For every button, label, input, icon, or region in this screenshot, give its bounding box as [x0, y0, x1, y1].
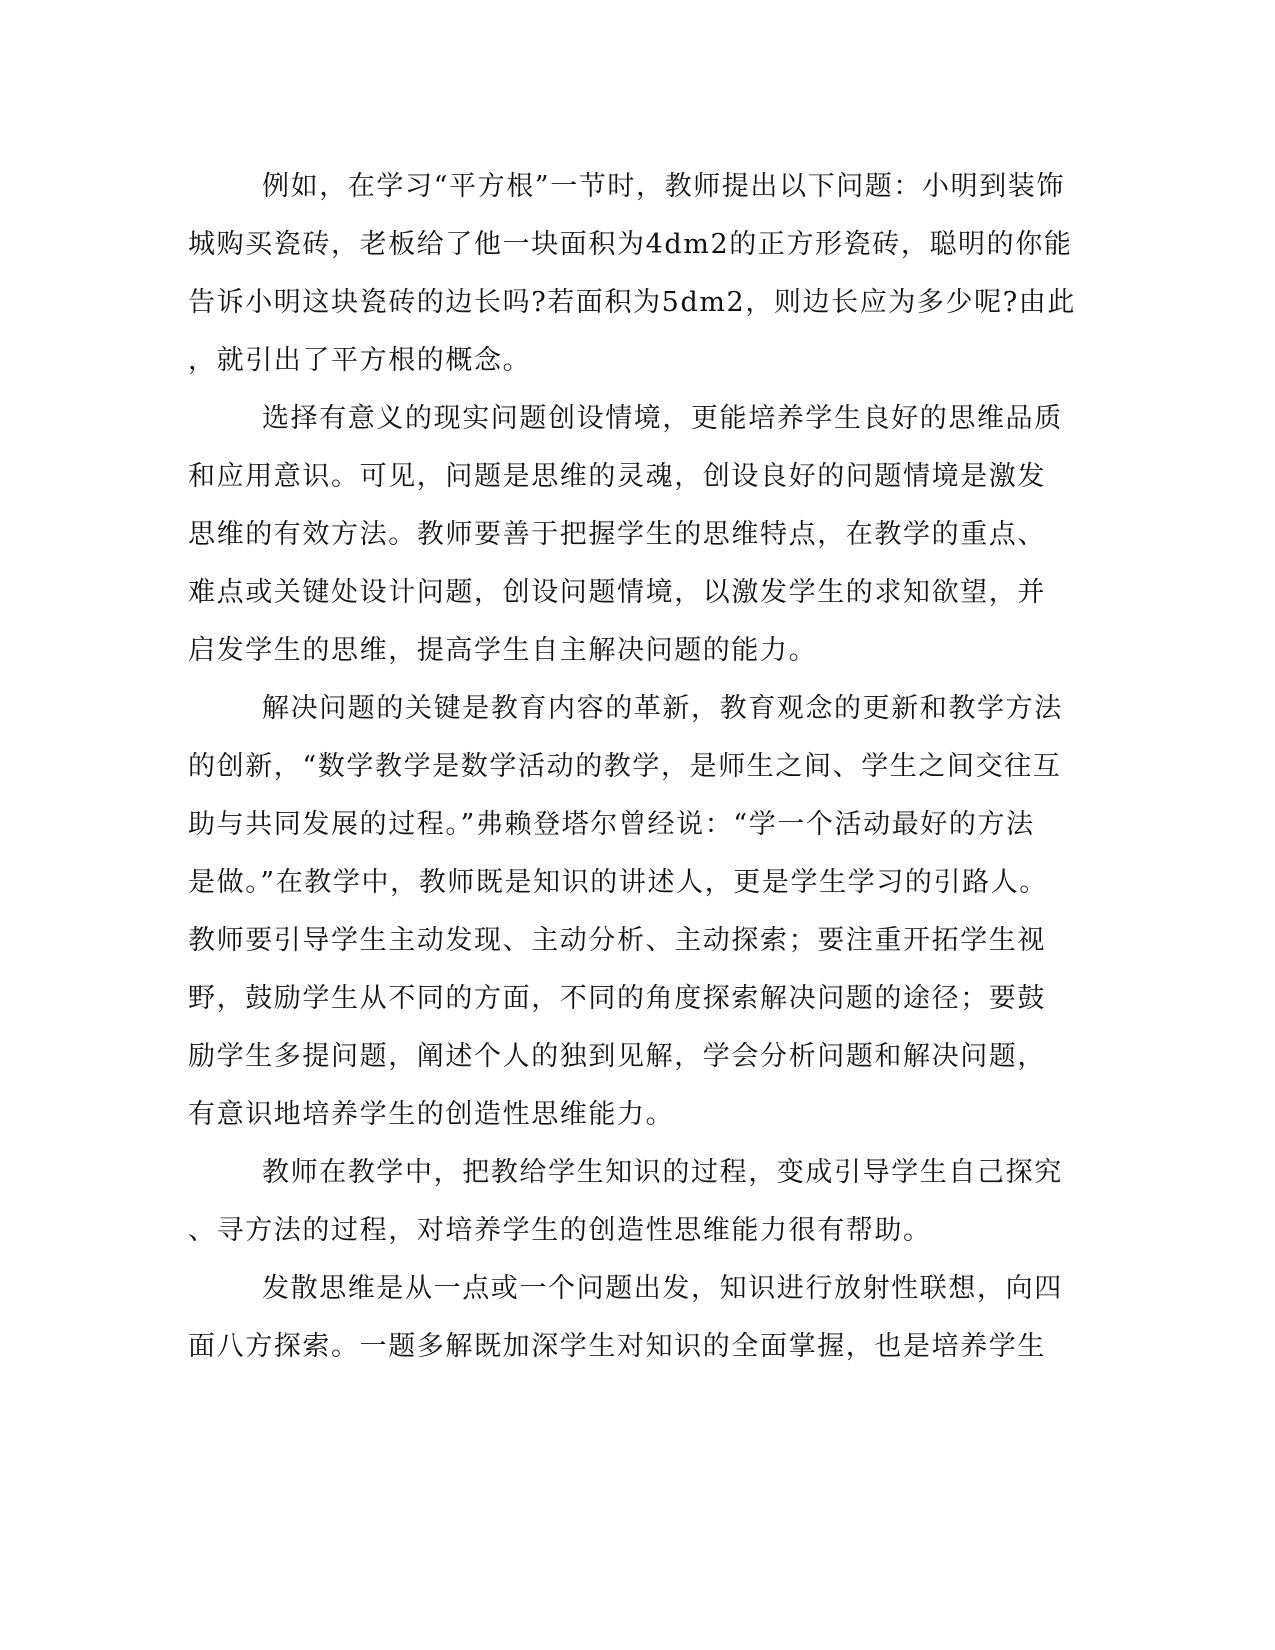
text-line: 启发学生的思维，提高学生自主解决问题的能力。 [188, 635, 818, 666]
text-line: 助与共同发展的过程。”弗赖登塔尔曾经说：“学一个活动最好的方法 [188, 809, 1035, 840]
text-line: 教师在教学中，把教给学生知识的过程，变成引导学生自己探究 [262, 1157, 1063, 1188]
text-line: 的创新，“数学教学是数学活动的教学，是师生之间、学生之间交往互 [188, 751, 1062, 782]
text-line: 选择有意义的现实问题创设情境，更能培养学生良好的思维品质 [262, 403, 1063, 434]
text-line: 励学生多提问题，阐述个人的独到见解，学会分析问题和解决问题， [188, 1041, 1046, 1072]
text-line: 教师要引导学生主动发现、主动分析、主动探索；要注重开拓学生视 [188, 925, 1046, 956]
text-line: 是做。”在教学中，教师既是知识的讲述人，更是学生学习的引路人。 [188, 867, 1048, 898]
text-line: 有意识地培养学生的创造性思维能力。 [188, 1099, 675, 1130]
text-line: 和应用意识。可见，问题是思维的灵魂，创设良好的问题情境是激发 [188, 461, 1046, 492]
text-line: 例如，在学习“平方根”一节时，教师提出以下问题：小明到装饰 [262, 171, 1066, 202]
text-line: 难点或关键处设计问题，创设问题情境，以激发学生的求知欲望，并 [188, 577, 1046, 608]
text-line: 城购买瓷砖，老板给了他一块面积为4dm2的正方形瓷砖，聪明的你能 [188, 229, 1073, 260]
text-line: 面八方探索。一题多解既加深学生对知识的全面掌握，也是培养学生 [188, 1331, 1046, 1362]
text-line: 、寻方法的过程，对培养学生的创造性思维能力很有帮助。 [188, 1215, 932, 1246]
text-line: ，就引出了平方根的概念。 [188, 345, 532, 376]
text-line: 发散思维是从一点或一个问题出发，知识进行放射性联想，向四 [262, 1273, 1063, 1304]
text-line: 解决问题的关键是教育内容的革新，教育观念的更新和教学方法 [262, 693, 1063, 724]
text-line: 思维的有效方法。教师要善于把握学生的思维特点，在教学的重点、 [188, 519, 1046, 550]
text-line: 野，鼓励学生从不同的方面，不同的角度探索解决问题的途径；要鼓 [188, 983, 1046, 1014]
text-line: 告诉小明这块瓷砖的边长吗?若面积为5dm2，则边长应为多少呢?由此 [188, 287, 1076, 318]
